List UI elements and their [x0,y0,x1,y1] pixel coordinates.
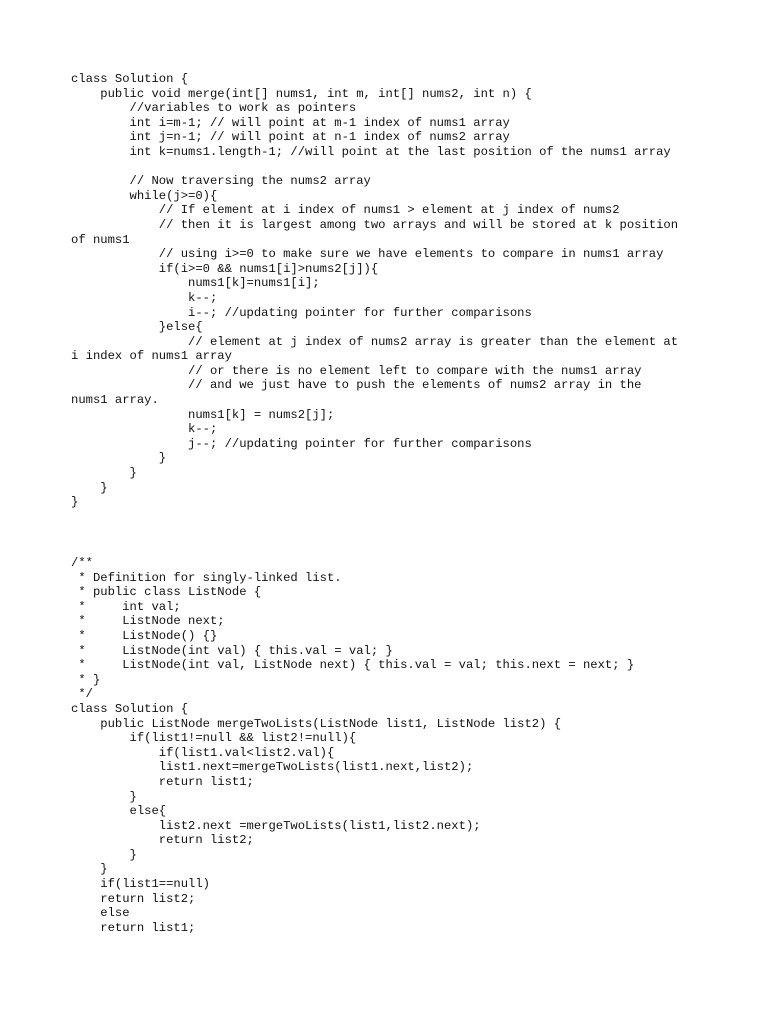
code-line [71,160,711,175]
code-line: while(j>=0){ [71,188,218,203]
code-line: if(i>=0 && nums1[i]>nums2[j]){ [71,261,379,276]
code-line: else{ [71,804,167,819]
code-line: if(list1.val<list2.val){ [71,745,335,760]
code-line: int i=m-1; // will point at m-1 index of nums1 array [71,115,510,130]
code-line: i--; //updating pointer for further comparisons [71,305,532,320]
code-line: return list1; [71,774,254,789]
code-line: } [71,495,79,510]
code-line: list2.next =mergeTwoLists(list1,list2.next); [71,818,481,833]
code-line: } [71,480,108,495]
code-line: int j=n-1; // will point at n-1 index of nums2 array [71,130,510,145]
code-line: */ [71,687,93,702]
code-line: } [71,466,137,481]
code-line: return list2; [71,833,254,848]
code-line: } [71,789,137,804]
code-line: public ListNode mergeTwoLists(ListNode list1, ListNode list2) { [71,716,562,731]
code-line: * } [71,672,101,687]
code-line: } [71,847,137,862]
code-line: return list1; [71,920,196,935]
code-line: class Solution { [71,72,189,86]
code-line: int k=nums1.length-1; //will point at the last position of the nums1 array [71,144,671,159]
code-line: * ListNode(int val) { this.val = val; } [71,643,393,658]
code-line: class Solution { [71,701,189,716]
code-line: // element at j index of nums2 array is greater than the element at [71,334,679,349]
code-line: nums1[k] = nums2[j]; [71,407,335,422]
code-line: } [71,862,108,877]
code-line: }else{ [71,320,203,335]
code-line: } [71,451,167,466]
code-line: if(list1==null) [71,877,210,892]
code-line: of nums1 [71,232,130,247]
code-line: // using i>=0 to make sure we have elements to compare in nums1 array [71,247,664,262]
code-line: * int val; [71,599,181,614]
code-line: // and we just have to push the elements of nums2 array in the [71,378,642,393]
code-line: //variables to work as pointers [71,101,357,116]
code-line: j--; //updating pointer for further comparisons [71,436,532,451]
code-line: k--; [71,290,218,305]
code-line: list1.next=mergeTwoLists(list1.next,list2); [71,760,474,775]
code-line: * Definition for singly-linked list. [71,570,342,585]
code-line: else [71,906,130,921]
code-line: /** [71,556,93,570]
code-line: if(list1!=null && list2!=null){ [71,731,357,746]
code-line: // or there is no element left to compare with the nums1 array [71,363,642,378]
code-line: return list2; [71,891,196,906]
code-block-merge-two-lists [71,556,711,935]
code-line: * ListNode(int val, ListNode next) { this.val = val; this.next = next; } [71,658,635,673]
code-line: * ListNode next; [71,614,225,629]
code-line: k--; [71,422,218,437]
code-line: nums1[k]=nums1[i]; [71,276,320,291]
code-line: * ListNode() {} [71,628,218,643]
code-line: nums1 array. [71,393,159,408]
code-line: // then it is largest among two arrays and will be stored at k position [71,217,679,232]
code-line: i index of nums1 array [71,349,232,364]
code-line: // If element at i index of nums1 > element at j index of nums2 [71,203,620,218]
code-line: public void merge(int[] nums1, int m, int[] nums2, int n) { [71,86,532,101]
code-line: // Now traversing the nums2 array [71,174,371,189]
code-block-merge-sorted-array [71,72,711,510]
code-line: * public class ListNode { [71,585,262,600]
